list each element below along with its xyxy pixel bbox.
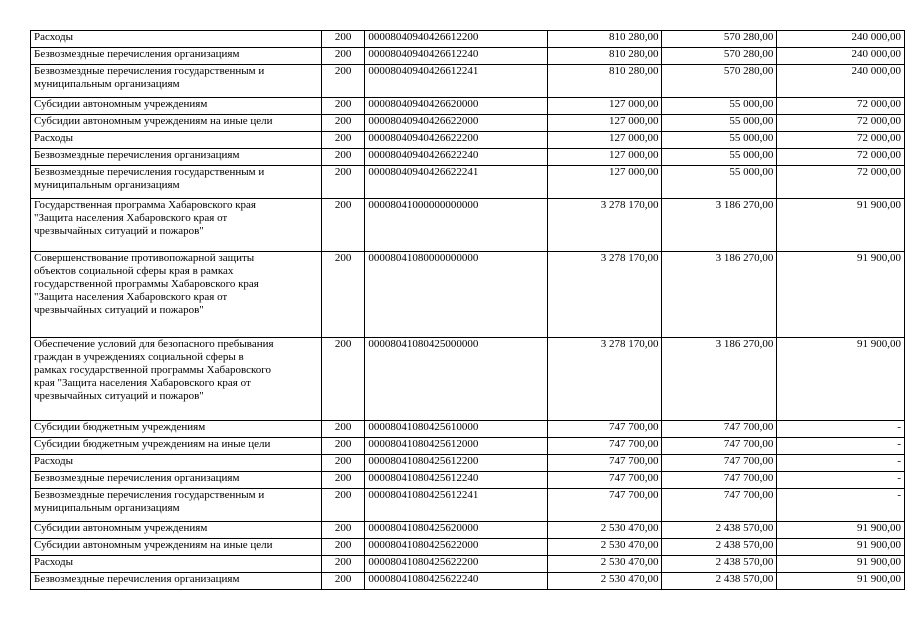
row-unexecuted-amount: - [777, 421, 905, 438]
row-executed-amount: 55 000,00 [662, 115, 777, 132]
row-budget-code: 00008040940426622000 [365, 115, 547, 132]
row-name: Расходы [31, 31, 322, 48]
table-row [31, 149, 905, 166]
row-executed-amount: 2 438 570,00 [662, 539, 777, 556]
table-row [31, 132, 905, 149]
row-approved-amount: 747 700,00 [547, 472, 662, 489]
row-executed-amount: 747 700,00 [662, 489, 777, 522]
row-unexecuted-amount: 91 900,00 [777, 338, 905, 421]
row-name: Субсидии автономным учреждениям [31, 98, 322, 115]
table-row [31, 438, 905, 455]
row-approved-amount: 2 530 470,00 [547, 573, 662, 590]
row-approved-amount: 127 000,00 [547, 98, 662, 115]
row-unexecuted-amount: - [777, 489, 905, 522]
table-row [31, 48, 905, 65]
row-approved-amount: 747 700,00 [547, 455, 662, 472]
row-executed-amount: 570 280,00 [662, 48, 777, 65]
row-unexecuted-amount: - [777, 455, 905, 472]
row-line-code: 200 [321, 472, 364, 489]
row-unexecuted-amount: - [777, 472, 905, 489]
row-budget-code: 00008040940426620000 [365, 98, 547, 115]
row-unexecuted-amount: 72 000,00 [777, 98, 905, 115]
row-budget-code: 00008041080425622000 [365, 539, 547, 556]
table-row [31, 472, 905, 489]
row-line-code: 200 [321, 31, 364, 48]
row-line-code: 200 [321, 115, 364, 132]
row-line-code: 200 [321, 539, 364, 556]
row-name: Совершенствование противопожарной защиты объектов социальной сферы края в рамках государственной программы Хабаровского края "Защита населения Хабаровского края от чрезвычайных ситуаций и пожаров" [31, 252, 322, 338]
row-budget-code: 00008040940426612200 [365, 31, 547, 48]
row-name: Государственная программа Хабаровского края "Защита населения Хабаровского края от чрезвычайных ситуаций и пожаров" [31, 199, 322, 252]
row-approved-amount: 2 530 470,00 [547, 556, 662, 573]
table-row [31, 31, 905, 48]
table-row [31, 65, 905, 98]
row-name: Субсидии бюджетным учреждениям [31, 421, 322, 438]
table-row [31, 199, 905, 252]
row-budget-code: 00008041080425620000 [365, 522, 547, 539]
table-row [31, 556, 905, 573]
row-executed-amount: 2 438 570,00 [662, 522, 777, 539]
row-executed-amount: 747 700,00 [662, 438, 777, 455]
row-name: Безвозмездные перечисления государственным и муниципальным организациям [31, 166, 322, 199]
row-approved-amount: 127 000,00 [547, 149, 662, 166]
row-unexecuted-amount: 91 900,00 [777, 252, 905, 338]
row-approved-amount: 3 278 170,00 [547, 338, 662, 421]
row-approved-amount: 2 530 470,00 [547, 539, 662, 556]
row-name: Обеспечение условий для безопасного пребывания граждан в учреждениях социальной сферы в рамках государственной программы Хабаровского края "Защита населения Хабаровского края от чрезвычайных ситуаций и пожаров" [31, 338, 322, 421]
row-budget-code: 00008040940426622241 [365, 166, 547, 199]
row-budget-code: 00008041080425612240 [365, 472, 547, 489]
row-approved-amount: 810 280,00 [547, 65, 662, 98]
row-line-code: 200 [321, 166, 364, 199]
row-executed-amount: 2 438 570,00 [662, 556, 777, 573]
row-budget-code: 00008040940426612241 [365, 65, 547, 98]
row-line-code: 200 [321, 489, 364, 522]
table-row [31, 489, 905, 522]
row-approved-amount: 127 000,00 [547, 132, 662, 149]
row-unexecuted-amount: 91 900,00 [777, 539, 905, 556]
row-line-code: 200 [321, 252, 364, 338]
row-line-code: 200 [321, 149, 364, 166]
row-approved-amount: 810 280,00 [547, 48, 662, 65]
row-unexecuted-amount: 91 900,00 [777, 199, 905, 252]
row-line-code: 200 [321, 421, 364, 438]
table-row [31, 166, 905, 199]
row-line-code: 200 [321, 522, 364, 539]
row-line-code: 200 [321, 338, 364, 421]
row-budget-code: 00008041000000000000 [365, 199, 547, 252]
table-row [31, 252, 905, 338]
row-executed-amount: 55 000,00 [662, 98, 777, 115]
row-unexecuted-amount: - [777, 438, 905, 455]
table-row [31, 98, 905, 115]
row-executed-amount: 570 280,00 [662, 65, 777, 98]
row-unexecuted-amount: 72 000,00 [777, 132, 905, 149]
budget-table-body [31, 31, 905, 590]
row-line-code: 200 [321, 556, 364, 573]
row-budget-code: 00008041080425612000 [365, 438, 547, 455]
row-unexecuted-amount: 240 000,00 [777, 48, 905, 65]
row-unexecuted-amount: 240 000,00 [777, 31, 905, 48]
row-budget-code: 00008041080425000000 [365, 338, 547, 421]
row-approved-amount: 127 000,00 [547, 166, 662, 199]
row-name: Расходы [31, 556, 322, 573]
row-budget-code: 00008041080425622200 [365, 556, 547, 573]
row-executed-amount: 3 186 270,00 [662, 199, 777, 252]
table-row [31, 522, 905, 539]
row-unexecuted-amount: 72 000,00 [777, 115, 905, 132]
row-executed-amount: 3 186 270,00 [662, 338, 777, 421]
table-row [31, 421, 905, 438]
row-budget-code: 00008040940426612240 [365, 48, 547, 65]
row-approved-amount: 747 700,00 [547, 489, 662, 522]
row-name: Безвозмездные перечисления организациям [31, 573, 322, 590]
row-name: Безвозмездные перечисления организациям [31, 48, 322, 65]
row-approved-amount: 3 278 170,00 [547, 252, 662, 338]
row-line-code: 200 [321, 65, 364, 98]
row-budget-code: 00008041080425610000 [365, 421, 547, 438]
row-unexecuted-amount: 240 000,00 [777, 65, 905, 98]
row-budget-code: 00008040940426622200 [365, 132, 547, 149]
row-approved-amount: 810 280,00 [547, 31, 662, 48]
table-row [31, 338, 905, 421]
row-executed-amount: 55 000,00 [662, 149, 777, 166]
table-row [31, 115, 905, 132]
row-name: Субсидии бюджетным учреждениям на иные цели [31, 438, 322, 455]
row-approved-amount: 3 278 170,00 [547, 199, 662, 252]
row-name: Расходы [31, 455, 322, 472]
row-unexecuted-amount: 72 000,00 [777, 149, 905, 166]
table-row [31, 573, 905, 590]
table-row [31, 539, 905, 556]
row-line-code: 200 [321, 98, 364, 115]
row-approved-amount: 2 530 470,00 [547, 522, 662, 539]
budget-table [30, 30, 905, 590]
row-line-code: 200 [321, 455, 364, 472]
row-executed-amount: 747 700,00 [662, 421, 777, 438]
table-row [31, 455, 905, 472]
row-executed-amount: 570 280,00 [662, 31, 777, 48]
row-budget-code: 00008040940426622240 [365, 149, 547, 166]
row-approved-amount: 747 700,00 [547, 438, 662, 455]
row-name: Субсидии автономным учреждениям на иные цели [31, 539, 322, 556]
row-approved-amount: 747 700,00 [547, 421, 662, 438]
row-unexecuted-amount: 91 900,00 [777, 522, 905, 539]
row-executed-amount: 55 000,00 [662, 132, 777, 149]
row-executed-amount: 747 700,00 [662, 455, 777, 472]
row-name: Безвозмездные перечисления государственным и муниципальным организациям [31, 489, 322, 522]
row-name: Субсидии автономным учреждениям [31, 522, 322, 539]
row-line-code: 200 [321, 438, 364, 455]
row-line-code: 200 [321, 573, 364, 590]
row-line-code: 200 [321, 48, 364, 65]
row-executed-amount: 747 700,00 [662, 472, 777, 489]
row-name: Субсидии автономным учреждениям на иные цели [31, 115, 322, 132]
row-budget-code: 00008041080425612241 [365, 489, 547, 522]
row-budget-code: 00008041080425622240 [365, 573, 547, 590]
row-budget-code: 00008041080425612200 [365, 455, 547, 472]
row-name: Безвозмездные перечисления организациям [31, 149, 322, 166]
row-name: Расходы [31, 132, 322, 149]
row-unexecuted-amount: 91 900,00 [777, 556, 905, 573]
row-name: Безвозмездные перечисления государственным и муниципальным организациям [31, 65, 322, 98]
row-line-code: 200 [321, 199, 364, 252]
row-approved-amount: 127 000,00 [547, 115, 662, 132]
row-executed-amount: 3 186 270,00 [662, 252, 777, 338]
row-name: Безвозмездные перечисления организациям [31, 472, 322, 489]
row-budget-code: 00008041080000000000 [365, 252, 547, 338]
row-unexecuted-amount: 72 000,00 [777, 166, 905, 199]
row-executed-amount: 55 000,00 [662, 166, 777, 199]
row-executed-amount: 2 438 570,00 [662, 573, 777, 590]
row-line-code: 200 [321, 132, 364, 149]
row-unexecuted-amount: 91 900,00 [777, 573, 905, 590]
